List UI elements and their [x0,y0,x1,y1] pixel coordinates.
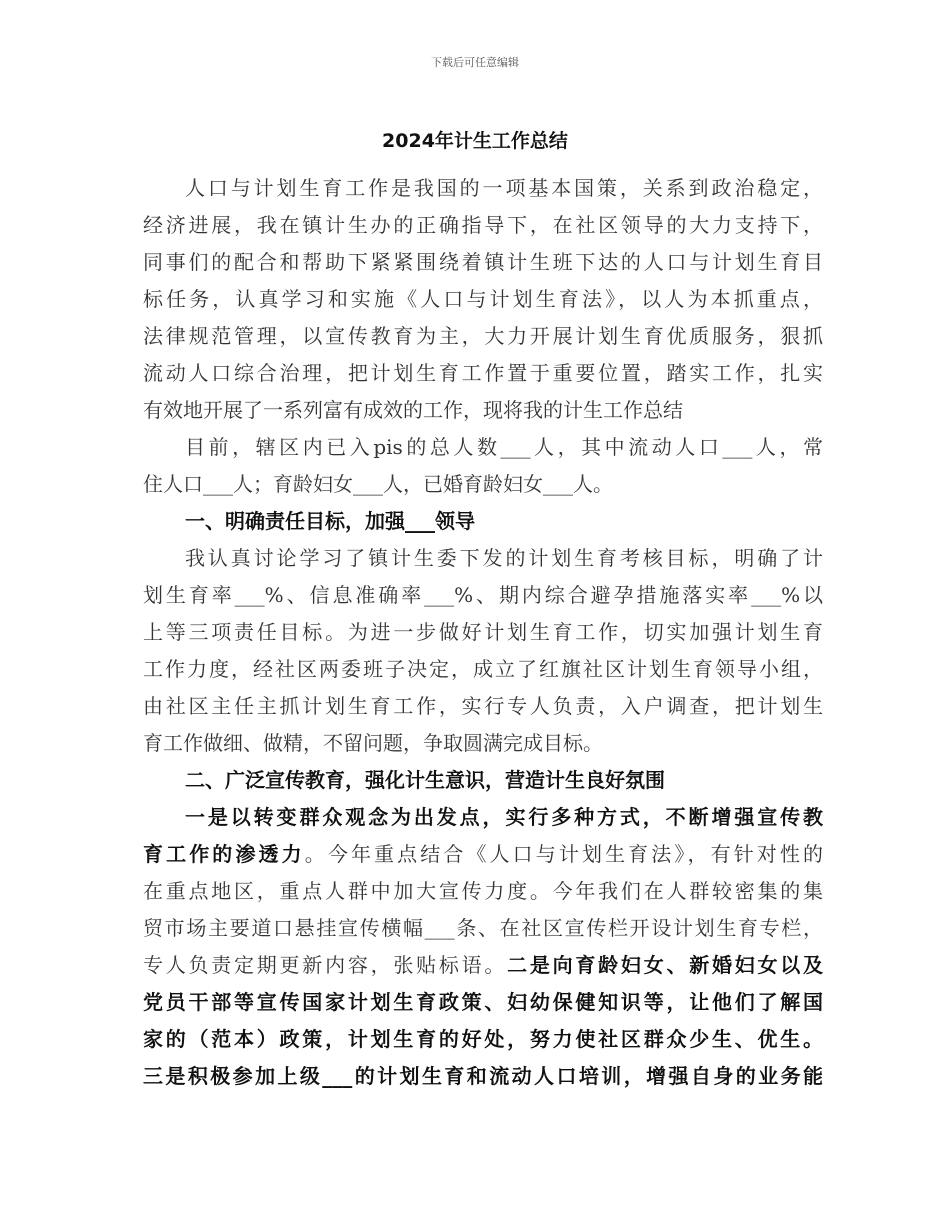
paragraph-line: 一是以转变群众观念为出发点，实行多种方式，不断增强宣传教 [185,805,823,829]
paragraph-line: 在重点地区，重点人群中加大宣传力度。今年我们在人群较密集的集 [143,879,823,903]
paragraph-line: 经济进展，我在镇计生办的正确指导下，在社区领导的大力支持下， [143,213,823,237]
paragraph-line: 目前，辖区内已入pis的总人数___人，其中流动人口___人，常 [185,435,823,459]
paragraph-line: 划生育率___%、信息准确率___%、期内综合避孕措施落实率___%以 [143,583,823,607]
paragraph-line: 由社区主任主抓计划生育工作，实行专人负责，入户调查，把计划生 [143,694,823,718]
paragraph-line: 人口与计划生育工作是我国的一项基本国策，关系到政治稳定， [185,176,823,200]
paragraph-line: 有效地开展了一系列富有成效的工作，现将我的计生工作总结 [143,398,683,422]
paragraph-line: 家的（范本）政策，计划生育的好处，努力使社区群众少生、优生。 [143,1027,823,1051]
paragraph-line [143,947,823,984]
paragraph-line: 贸市场主要道口悬挂宣传横幅___条、在社区宣传栏开设计划生育专栏， [143,916,823,940]
paragraph-text: 专人负责定期更新内容，张贴标语。 [143,953,508,977]
paragraph-text: 。今年重点结合《人口与计划生育法》，有针对性的 [304,842,824,866]
page-header: 下载后可任意编辑 [431,56,519,69]
paragraph-line: 三是积极参加上级___的计划生育和流动人口培训，增强自身的业务能 [143,1064,823,1088]
paragraph-line: 流动人口综合治理，把计划生育工作置于重要位置，踏实工作，扎实 [143,361,823,385]
paragraph-line: 法律规范管理，以宣传教育为主，大力开展计划生育优质服务，狠抓 [143,324,823,348]
document-title: 2024年计生工作总结 [382,130,568,152]
section-heading: 二、广泛宣传教育，强化计生意识，营造计生良好氛围 [185,768,665,792]
paragraph-line: 工作力度，经社区两委班子决定，成立了红旗社区计划生育领导小组， [143,657,823,681]
paragraph-line: 上等三项责任目标。为进一步做好计划生育工作，切实加强计划生育 [143,620,823,644]
paragraph-line: 同事们的配合和帮助下紧紧围绕着镇计生班下达的人口与计划生育目 [143,250,823,274]
bold-phrase: 育工作的渗透力 [143,842,305,866]
paragraph-line: 标任务，认真学习和实施《人口与计划生育法》，以人为本抓重点， [143,287,823,311]
paragraph-line: 党员干部等宣传国家计划生育政策、妇幼保健知识等，让他们了解国 [143,990,823,1014]
bold-phrase: 二是向育龄妇女、新婚妇女以及 [507,953,824,977]
paragraph-line: 我认真讨论学习了镇计生委下发的计划生育考核目标，明确了计 [185,546,823,570]
paragraph-line [143,836,823,873]
section-heading: 一、明确责任目标，加强___领导 [185,509,475,533]
paragraph-line: 住人口___人；育龄妇女___人，已婚育龄妇女___人。 [143,472,613,496]
paragraph-line: 育工作做细、做精，不留问题，争取圆满完成目标。 [143,731,603,755]
